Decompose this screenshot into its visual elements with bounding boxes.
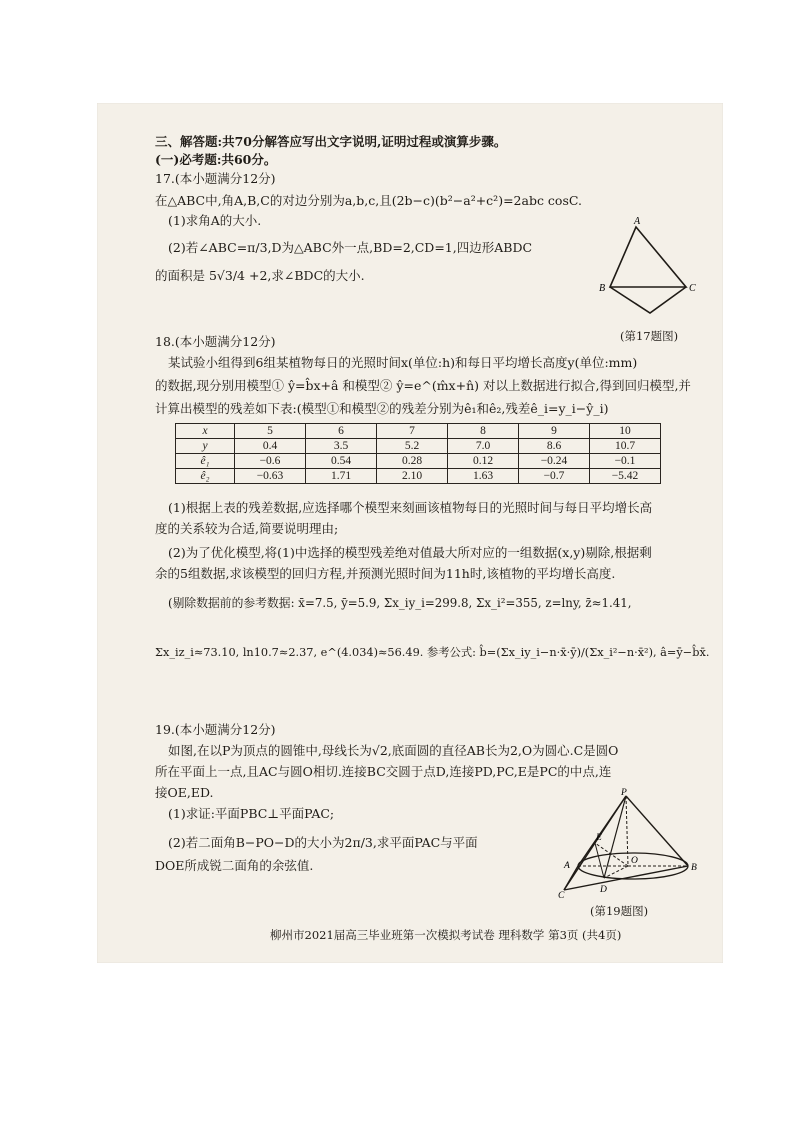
q18-part2: (2)为了优化模型,将(1)中选择的模型残差绝对值最大所对应的一组数据(x,y)剔除,根据剩 bbox=[168, 545, 652, 560]
q19-figure bbox=[558, 788, 708, 900]
table-cell: 5.2 bbox=[377, 439, 448, 454]
table-cell: 0.12 bbox=[448, 454, 519, 469]
table-cell: 5 bbox=[235, 424, 306, 439]
q18-title: 18.(本小题满分12分) bbox=[155, 334, 276, 349]
segment-od bbox=[604, 866, 628, 878]
segment-bc bbox=[564, 866, 688, 890]
q17-stem: 在△ABC中,角A,B,C的对边分别为a,b,c,且(2b−c)(b²−a²+c²)=2abc cosC. bbox=[155, 193, 582, 208]
label-o: O bbox=[631, 856, 638, 866]
section-header: 三、解答题:共70分解答应写出文字说明,证明过程或演算步骤。 bbox=[155, 134, 507, 149]
table-row bbox=[176, 424, 661, 439]
q17-figure-caption: (第17题图) bbox=[620, 329, 679, 343]
label-d: D bbox=[600, 885, 607, 895]
table-row bbox=[176, 454, 661, 469]
table-cell: −5.42 bbox=[590, 469, 661, 484]
q17-title: 17.(本小题满分12分) bbox=[155, 171, 276, 186]
label-e: E bbox=[596, 833, 602, 843]
table-cell: 6 bbox=[306, 424, 377, 439]
q19-figure-caption: (第19题图) bbox=[590, 904, 649, 918]
q19-part2-cont: DOE所成锐二面角的余弦值. bbox=[155, 858, 314, 873]
table-row bbox=[176, 469, 661, 484]
table-cell: 3.5 bbox=[306, 439, 377, 454]
table-cell: −0.7 bbox=[519, 469, 590, 484]
triangle-abc bbox=[610, 227, 686, 287]
label-a: A bbox=[634, 216, 641, 227]
table-cell: 1.71 bbox=[306, 469, 377, 484]
label-b: B bbox=[691, 863, 697, 873]
section-sub: (一)必考题:共60分。 bbox=[155, 152, 277, 167]
q18-stem-1: 某试验小组得到6组某植物每日的光照时间x(单位:h)和每日平均增长高度y(单位:mm) bbox=[168, 355, 638, 370]
label-c: C bbox=[689, 283, 696, 294]
table-cell: 1.63 bbox=[448, 469, 519, 484]
table-cell: 8 bbox=[448, 424, 519, 439]
table-cell: 0.4 bbox=[235, 439, 306, 454]
q18-reference-1: (剔除数据前的参考数据: x̄=7.5, ȳ=5.9, Σx_iy_i=299.8, Σx_i²=355, z=lny, z̄≈1.41, bbox=[168, 596, 632, 610]
label-c: C bbox=[558, 891, 565, 900]
q19-stem-1: 如图,在以P为顶点的圆锥中,母线长为√2,底面圆的直径AB长为2,O为圆心.C是圆O bbox=[168, 743, 619, 758]
q19-stem-2: 所在平面上一点,且AC与圆O相切.连接BC交圆于点D,连接PD,PC,E是PC的中点,连 bbox=[155, 764, 612, 779]
q19-stem-3: 接OE,ED. bbox=[155, 785, 214, 800]
label-a: A bbox=[564, 861, 570, 871]
table-cell: 7 bbox=[377, 424, 448, 439]
q17-part2: (2)若∠ABC=π/3,D为△ABC外一点,BD=2,CD=1,四边形ABDC bbox=[168, 240, 533, 255]
table-cell: 0.28 bbox=[377, 454, 448, 469]
table-cell: −0.1 bbox=[590, 454, 661, 469]
row-label: x bbox=[176, 424, 235, 439]
page-footer: 柳州市2021届高三毕业班第一次模拟考试卷 理科数学 第3页 (共4页) bbox=[270, 928, 622, 942]
table-cell: 10.7 bbox=[590, 439, 661, 454]
q18-stem-2: 的数据,现分别用模型① ŷ=b̂x+â 和模型② ŷ=e^(m̂x+n̂) 对以上数据进行拟合,得到回归模型,并 bbox=[155, 378, 691, 393]
table-cell: −0.24 bbox=[519, 454, 590, 469]
q17-figure bbox=[598, 215, 708, 325]
q18-reference-2: Σx_iz_i≈73.10, ln10.7≈2.37, e^(4.034)≈56.49. 参考公式: b̂=(Σx_iy_i−n·x̄·ȳ)/(Σx_i²−n·x̄²), â=ȳ−b̂x̄. bbox=[155, 646, 710, 659]
table-cell: −0.63 bbox=[235, 469, 306, 484]
table-cell: 7.0 bbox=[448, 439, 519, 454]
table-row bbox=[176, 439, 661, 454]
label-b: B bbox=[599, 283, 606, 294]
row-label: ê₁ bbox=[176, 454, 235, 469]
q19-part2: (2)若二面角B−PO−D的大小为2π/3,求平面PAC与平面 bbox=[168, 835, 478, 850]
q19-part1: (1)求证:平面PBC⊥平面PAC; bbox=[168, 806, 335, 821]
q18-part1-cont: 度的关系较为合适,简要说明理由; bbox=[155, 521, 339, 536]
table-cell: −0.6 bbox=[235, 454, 306, 469]
q19-title: 19.(本小题满分12分) bbox=[155, 722, 276, 737]
q18-stem-3: 计算出模型的残差如下表:(模型①和模型②的残差分别为ê₁和ê₂,残差ê_i=y_i−ŷ_i) bbox=[155, 401, 609, 416]
row-label: ê₂ bbox=[176, 469, 235, 484]
segment-po bbox=[626, 796, 628, 866]
q17-part2-cont: 的面积是 5√3/4 +2,求∠BDC的大小. bbox=[155, 268, 365, 283]
row-label: y bbox=[176, 439, 235, 454]
label-p: P bbox=[621, 788, 627, 798]
table-cell: 2.10 bbox=[377, 469, 448, 484]
table-cell: 8.6 bbox=[519, 439, 590, 454]
q17-part1: (1)求角A的大小. bbox=[168, 213, 262, 228]
table-cell: 9 bbox=[519, 424, 590, 439]
q18-part1: (1)根据上表的残差数据,应选择哪个模型来刻画该植物每日的光照时间与每日平均增长高 bbox=[168, 500, 653, 515]
table-cell: 0.54 bbox=[306, 454, 377, 469]
triangle-bdc bbox=[610, 287, 686, 313]
table-cell: 10 bbox=[590, 424, 661, 439]
residual-table bbox=[175, 423, 661, 484]
q18-part2-cont: 余的5组数据,求该模型的回归方程,并预测光照时间为11h时,该植物的平均增长高度. bbox=[155, 566, 616, 581]
